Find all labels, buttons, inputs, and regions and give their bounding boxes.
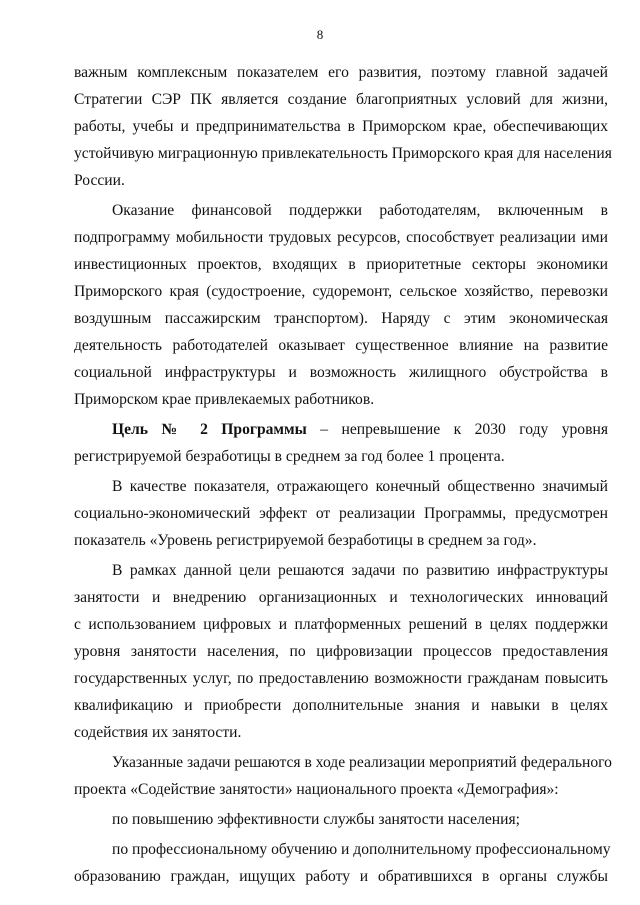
text-line: России.: [74, 172, 125, 189]
text-line: государственных услуг, по предоставлению возможности гражданам повысить: [74, 670, 608, 687]
text-line: воздушным пассажирским транспортом). Наряду с этим экономическая: [74, 310, 608, 327]
text-line: занятости и внедрению организационных и технологических инноваций: [74, 589, 608, 606]
text-line: социально-экономический эффект от реализации Программы, предусмотрен: [74, 505, 608, 522]
text-line: Приморского края (судостроение, судоремонт, сельское хозяйство, перевозки: [74, 283, 608, 300]
text-line: В качестве показателя, отражающего конечный общественно значимый: [112, 478, 608, 495]
text-line: социальной инфраструктуры и возможность жилищного обустройства в: [74, 364, 608, 381]
text-line: показатель «Уровень регистрируемой безработицы в среднем за год».: [74, 532, 537, 549]
text-line: [74, 416, 608, 443]
text-line: регистрируемой безработицы в среднем за год более 1 процента.: [74, 448, 505, 465]
paragraph: [74, 59, 612, 194]
page-number: 8: [316, 27, 324, 42]
paragraph: [74, 806, 608, 833]
text-line: Оказание финансовой поддержки работодателям, включенным в: [112, 202, 608, 219]
text-line: Приморском крае привлекаемых работников.: [74, 391, 375, 408]
text-line: по повышению эффективности службы занятости населения;: [112, 811, 520, 828]
text-line: по профессиональному обучению и дополнительному профессиональному: [112, 841, 611, 858]
text-line: важным комплексным показателем его развития, поэтому главной задачей: [74, 64, 608, 81]
text-line: с использованием цифровых и платформенных решений в целях поддержки: [74, 616, 608, 633]
paragraph: [74, 557, 608, 746]
text-line: образованию граждан, ищущих работу и обратившихся в органы службы: [74, 868, 608, 885]
text-line: Указанные задачи решаются в ходе реализации мероприятий федерального: [112, 754, 612, 771]
paragraph: [74, 473, 608, 554]
paragraph: [74, 836, 611, 890]
document-body: [74, 59, 612, 890]
goal-heading: Цель № 2 Программы: [112, 421, 307, 438]
text-line: квалификацию и приобрести дополнительные знания и навыки в целях: [74, 697, 608, 714]
text-line: работы, учебы и предпринимательства в Приморском крае, обеспечивающих: [74, 118, 608, 135]
text-line: устойчивую миграционную привлекательность Приморского края для населения: [74, 145, 612, 162]
text-line: Стратегии СЭР ПК является создание благоприятных условий для жизни,: [74, 91, 608, 108]
text-line: инвестиционных проектов, входящих в приоритетные секторы экономики: [74, 256, 608, 273]
text-line: деятельность работодателей оказывает существенное влияние на развитие: [74, 337, 608, 354]
text-line: содействия их занятости.: [74, 724, 242, 741]
paragraph: [74, 197, 608, 413]
text-line: уровня занятости населения, по цифровизации процессов предоставления: [74, 643, 608, 660]
text-line: В рамках данной цели решаются задачи по развитию инфраструктуры: [112, 562, 608, 579]
text-line: подпрограмму мобильности трудовых ресурсов, способствует реализации ими: [74, 229, 608, 246]
goal-text: – непревышение к 2030 году уровня: [306, 421, 608, 438]
paragraph-goal: [74, 416, 608, 470]
text-line: проекта «Содействие занятости» национального проекта «Демография»:: [74, 781, 559, 798]
paragraph: [74, 749, 612, 803]
